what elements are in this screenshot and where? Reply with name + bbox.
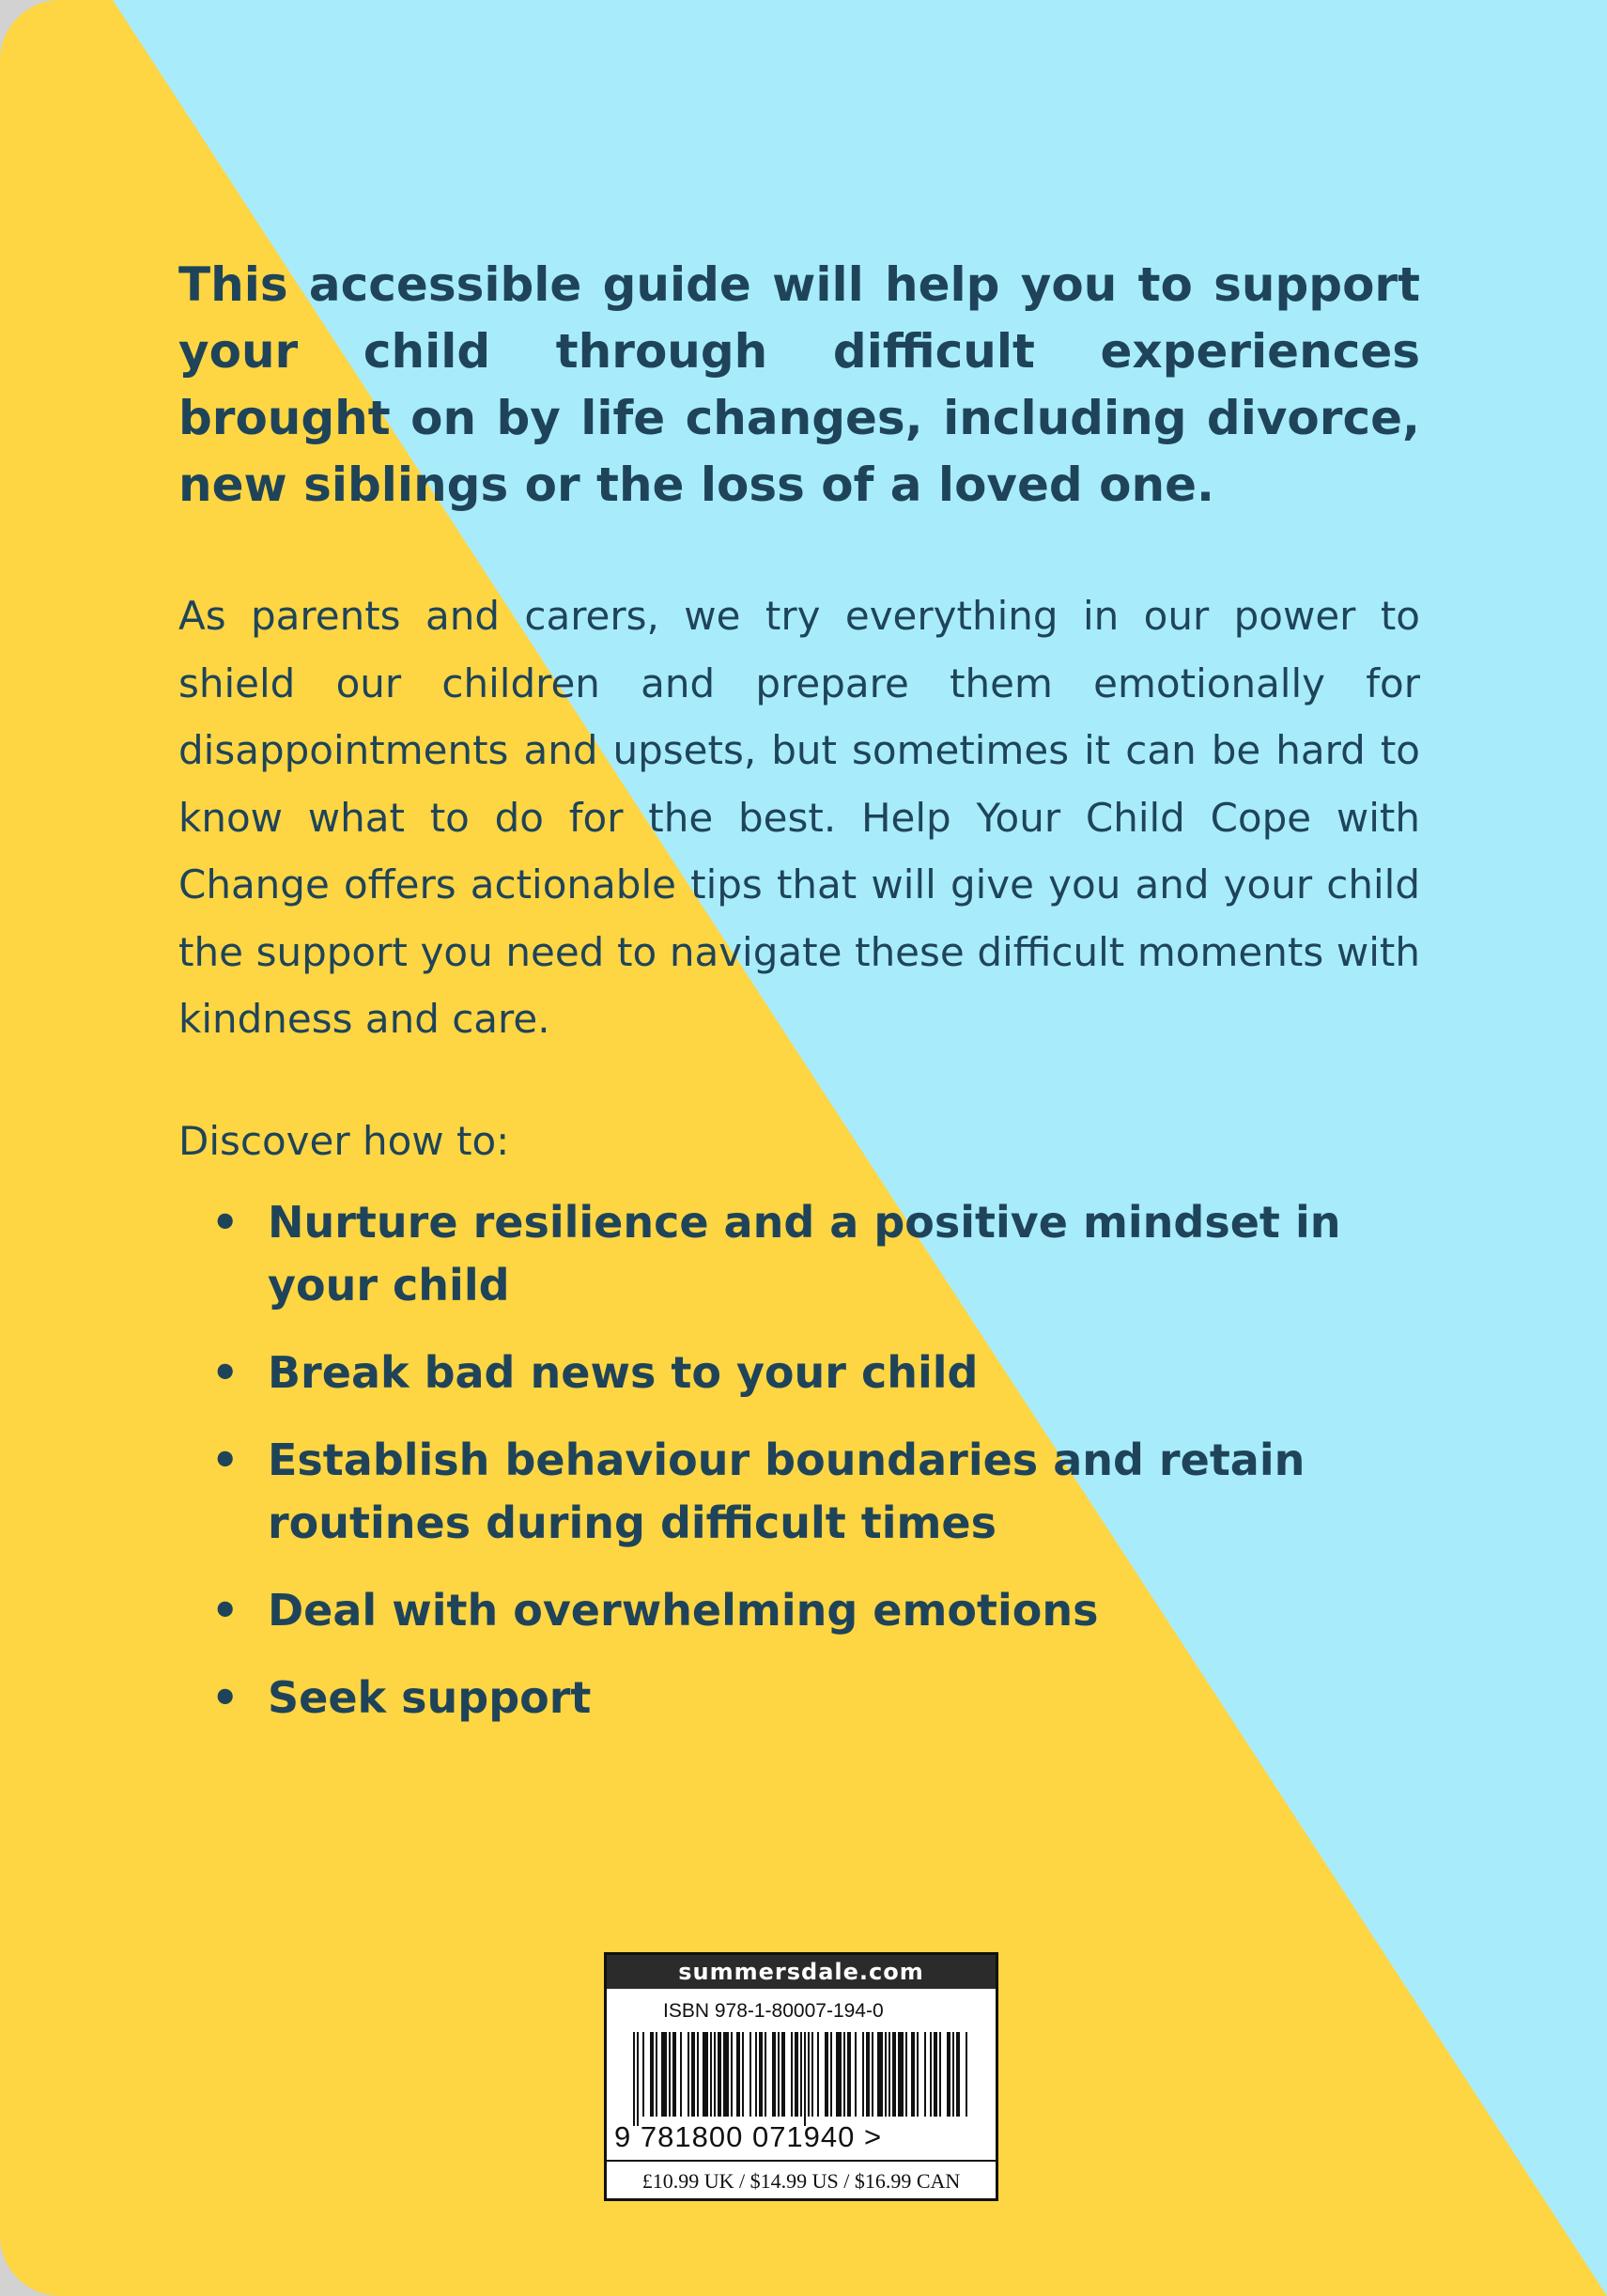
barcode-bar — [778, 2032, 780, 2117]
barcode-digits — [614, 2120, 990, 2154]
list-item-text: Nurture resilience and a positive mindset in your child — [268, 1197, 1341, 1311]
barcode-bar — [804, 2032, 806, 2126]
barcode-bar — [669, 2032, 671, 2117]
barcode-bar — [966, 2032, 967, 2117]
barcode-bar — [714, 2032, 716, 2117]
barcode-bar — [742, 2032, 744, 2117]
publisher-website: summersdale.com — [607, 1955, 996, 1989]
barcode-bar — [808, 2032, 810, 2117]
barcode-bar — [911, 2032, 915, 2117]
benefit-list — [211, 1191, 1432, 1754]
barcode-bar — [759, 2032, 763, 2117]
list-item-text: Seek support — [268, 1672, 592, 1723]
barcode-bar — [877, 2032, 883, 2117]
barcode-bar — [855, 2032, 857, 2117]
barcode-bar — [633, 2032, 635, 2126]
barcode-bar — [825, 2032, 828, 2117]
barcode-bar — [661, 2032, 667, 2117]
barcode-bar — [710, 2032, 712, 2117]
barcode-bar — [872, 2032, 873, 2117]
barcode-bar — [811, 2032, 813, 2117]
list-item-text: Break bad news to your child — [268, 1347, 979, 1398]
discover-intro: Discover how to: — [178, 1118, 510, 1164]
barcode-bar — [836, 2032, 842, 2117]
barcode-bar — [843, 2032, 845, 2117]
barcode-bar — [934, 2032, 937, 2117]
barcode-arrow: > — [864, 2120, 883, 2153]
list-item — [211, 1579, 1432, 1642]
bullet-icon: • — [211, 1347, 240, 1398]
barcode-bar — [885, 2032, 887, 2117]
barcode-bar — [898, 2032, 904, 2117]
barcode-bar — [688, 2032, 689, 2117]
bullet-icon: • — [211, 1197, 240, 1248]
list-item — [211, 1191, 1432, 1317]
description-paragraph: As parents and carers, we try everything in our power to shield our children and prepare them emotionally for disappointments and upsets, but sometimes it can be hard to know what to do for the best. Help Your Child Cope with Change offers actionable tips that will give you and your child the support you need to navigate these difficult moments with kindness and care. — [178, 593, 1420, 1042]
list-item-text: Deal with overwhelming emotions — [268, 1585, 1099, 1636]
barcode-bar — [956, 2032, 960, 2117]
barcode-bar — [862, 2032, 864, 2117]
bullet-icon: • — [211, 1672, 240, 1723]
barcode-digit-group-1: 781800 — [640, 2120, 744, 2153]
barcode-digit-lead: 9 — [614, 2120, 632, 2153]
barcode-bar — [672, 2032, 676, 2117]
barcode-bar — [691, 2032, 695, 2117]
barcode-bar — [718, 2032, 721, 2117]
isbn-number: ISBN 978-1-80007-194-0 — [663, 2000, 884, 2022]
list-item — [211, 1429, 1432, 1555]
barcode-bar — [781, 2032, 785, 2117]
barcode-label — [604, 1952, 998, 2201]
barcode-bar — [817, 2032, 819, 2117]
barcode-bar — [939, 2032, 941, 2117]
list-item — [211, 1342, 1432, 1404]
list-item — [211, 1667, 1432, 1730]
barcode-bar — [656, 2032, 657, 2117]
list-item-text: Establish behaviour boundaries and retain routines during difficult times — [268, 1435, 1306, 1548]
barcode-bar — [917, 2032, 919, 2117]
barcode-bars — [633, 2032, 971, 2126]
barcode-bar — [952, 2032, 954, 2117]
barcode-bar — [736, 2032, 740, 2117]
barcode-bar — [888, 2032, 890, 2117]
barcode-bar — [924, 2032, 926, 2117]
barcode-digit-group-2: 071940 — [751, 2120, 856, 2153]
barcode-bar — [697, 2032, 699, 2117]
price-line: £10.99 UK / $14.99 US / $16.99 CAN — [607, 2160, 996, 2200]
barcode-bar — [892, 2032, 896, 2117]
barcode-bar — [847, 2032, 851, 2117]
barcode-bar — [905, 2032, 907, 2117]
barcode-bar — [637, 2032, 639, 2126]
barcode-bar — [731, 2032, 733, 2117]
barcode-bar — [866, 2032, 870, 2117]
barcode-bar — [930, 2032, 932, 2117]
barcode-bar — [680, 2032, 682, 2117]
bullet-icon: • — [211, 1435, 240, 1485]
barcode-bar — [723, 2032, 729, 2117]
barcode-bar — [795, 2032, 798, 2117]
bullet-icon: • — [211, 1585, 240, 1636]
barcode-bar — [642, 2032, 644, 2117]
barcode-bar — [791, 2032, 793, 2117]
barcode-bar — [703, 2032, 708, 2117]
barcode-bar — [800, 2032, 802, 2117]
barcode-bar — [749, 2032, 751, 2117]
barcode-bar — [947, 2032, 950, 2117]
barcode-bar — [765, 2032, 766, 2117]
lead-paragraph: This accessible guide will help you to support your child through difficult experiences brought on by life changes, including divorce, new siblings or the loss of a loved one. — [178, 257, 1420, 512]
barcode-bar — [772, 2032, 776, 2117]
barcode-bar — [650, 2032, 654, 2117]
barcode-bar — [830, 2032, 832, 2117]
barcode-bar — [755, 2032, 757, 2117]
